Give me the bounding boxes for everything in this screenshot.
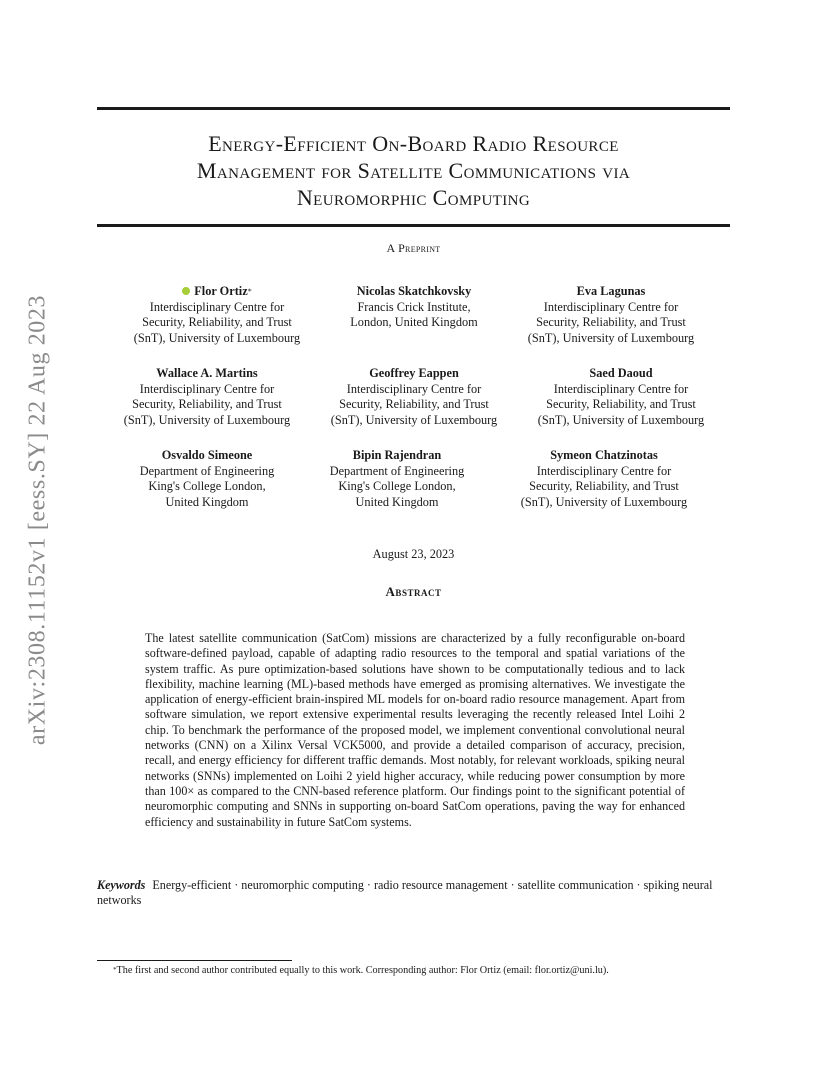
author-name: Saed Daoud	[589, 366, 653, 380]
author-name: Bipin Rajendran	[352, 448, 442, 462]
author-name: Osvaldo Simeone	[161, 448, 253, 462]
author-affiliation: Interdisciplinary Centre for	[149, 299, 285, 314]
author-affiliation: Department of Engineering	[139, 463, 275, 478]
footnote-text: The first and second author contributed equally to this work. Corresponding author: Flor Ortiz (email: flor.ortiz@uni.lu).	[116, 965, 609, 976]
author-affiliation: (SnT), University of Luxembourg	[537, 412, 705, 427]
author-name: Nicolas Skatchkovsky	[356, 284, 472, 298]
author-affiliation: Interdisciplinary Centre for	[536, 463, 672, 478]
title-bottom-rule	[97, 224, 730, 227]
author-affiliation: Security, Reliability, and Trust	[546, 397, 696, 411]
author-block-bipin-rajendran	[287, 448, 507, 510]
author-affiliation: United Kingdom	[355, 494, 439, 509]
author-affiliation: London, United Kingdom	[350, 315, 478, 329]
author-affiliation: (SnT), University of Luxembourg	[330, 412, 498, 427]
footnote-marker: *	[247, 287, 252, 296]
author-affiliation: Francis Crick Institute,	[357, 299, 471, 314]
author-block-nicolas-skatchkovsky	[304, 284, 524, 331]
author-block-eva-lagunas	[501, 284, 721, 346]
author-name: Geoffrey Eappen	[369, 366, 459, 380]
author-affiliation: Interdisciplinary Centre for	[543, 299, 679, 314]
author-affiliation: King's College London,	[338, 479, 456, 493]
paper-title	[97, 130, 730, 211]
author-name: Symeon Chatzinotas	[550, 448, 658, 462]
keywords-label: Keywords	[97, 878, 146, 892]
title-line: Management for Satellite Communications via	[196, 158, 631, 183]
author-block-symeon-chatzinotas	[494, 448, 714, 510]
author-affiliation: (SnT), University of Luxembourg	[527, 330, 695, 345]
author-block-osvaldo-simeone	[97, 448, 317, 510]
author-affiliation: Security, Reliability, and Trust	[132, 397, 282, 411]
title-top-rule	[97, 107, 730, 110]
author-affiliation: (SnT), University of Luxembourg	[133, 330, 301, 345]
author-affiliation: (SnT), University of Luxembourg	[123, 412, 291, 427]
author-affiliation: Interdisciplinary Centre for	[346, 381, 482, 396]
author-affiliation: Security, Reliability, and Trust	[142, 315, 292, 329]
author-block-flor-ortiz	[107, 284, 327, 346]
footnote	[113, 964, 733, 977]
orcid-icon[interactable]	[182, 287, 190, 295]
author-block-wallace-martins	[97, 366, 317, 428]
publication-date: August 23, 2023	[372, 547, 455, 561]
author-name: Wallace A. Martins	[156, 366, 258, 380]
author-affiliation: Department of Engineering	[329, 463, 465, 478]
author-affiliation: (SnT), University of Luxembourg	[520, 494, 688, 509]
author-affiliation: Security, Reliability, and Trust	[339, 397, 489, 411]
footnote-rule	[97, 960, 292, 961]
abstract-body: The latest satellite communication (SatCom) missions are characterized by a fully reconfigurable on-board software-defined payload, capable of adapting radio resources to the temporal and spatial variations of the system traffic. As pure optimization-based solutions have shown to be computationally tedious and to lack flexibility, machine learning (ML)-based methods have emerged as promising alternatives. We investigate the application of energy-efficient brain-inspired ML models for on-board radio resource management. Apart from software simulation, we report extensive experimental results leveraging the recently released Intel Loihi 2 chip. To benchmark the performance of the proposed model, we implement conventional convolutional neural networks (CNN) on a Xilinx Versal VCK5000, and provide a detailed comparison of accuracy, precision, recall, and energy efficiency for different traffic demands. Most notably, for relevant workloads, spiking neural networks (SNNs) implemented on Loihi 2 yield higher accuracy, while reducing power consumption by more than 100× as compared to the CNN-based reference platform. Our findings point to the significant potential of neuromorphic computing and SNNs in supporting on-board SatCom operations, paving the way for enhanced efficiency and sustainability in future SatCom systems.	[145, 631, 685, 829]
author-affiliation: Interdisciplinary Centre for	[553, 381, 689, 396]
keywords-section	[97, 878, 737, 909]
abstract-heading: Abstract	[385, 584, 442, 599]
author-affiliation: Interdisciplinary Centre for	[139, 381, 275, 396]
keywords-list: Energy-efficient · neuromorphic computing · radio resource management · satellite communication · spiking neural networks	[97, 878, 713, 908]
author-affiliation: King's College London,	[148, 479, 266, 493]
author-block-geoffrey-eappen	[304, 366, 524, 428]
author-name: Eva Lagunas	[576, 284, 646, 298]
footnote-marker: *	[113, 966, 117, 974]
author-block-saed-daoud	[511, 366, 731, 428]
author-name: Flor Ortiz*	[107, 284, 327, 300]
author-affiliation: Security, Reliability, and Trust	[529, 479, 679, 493]
title-line: Energy-Efficient On-Board Radio Resource	[208, 131, 619, 156]
author-affiliation: Security, Reliability, and Trust	[536, 315, 686, 329]
author-affiliation: United Kingdom	[165, 494, 249, 509]
arxiv-side-stamp: arXiv:2308.11152v1 [eess.SY] 22 Aug 2023	[24, 294, 51, 746]
title-line: Neuromorphic Computing	[296, 185, 531, 210]
preprint-label: A Preprint	[386, 241, 441, 255]
